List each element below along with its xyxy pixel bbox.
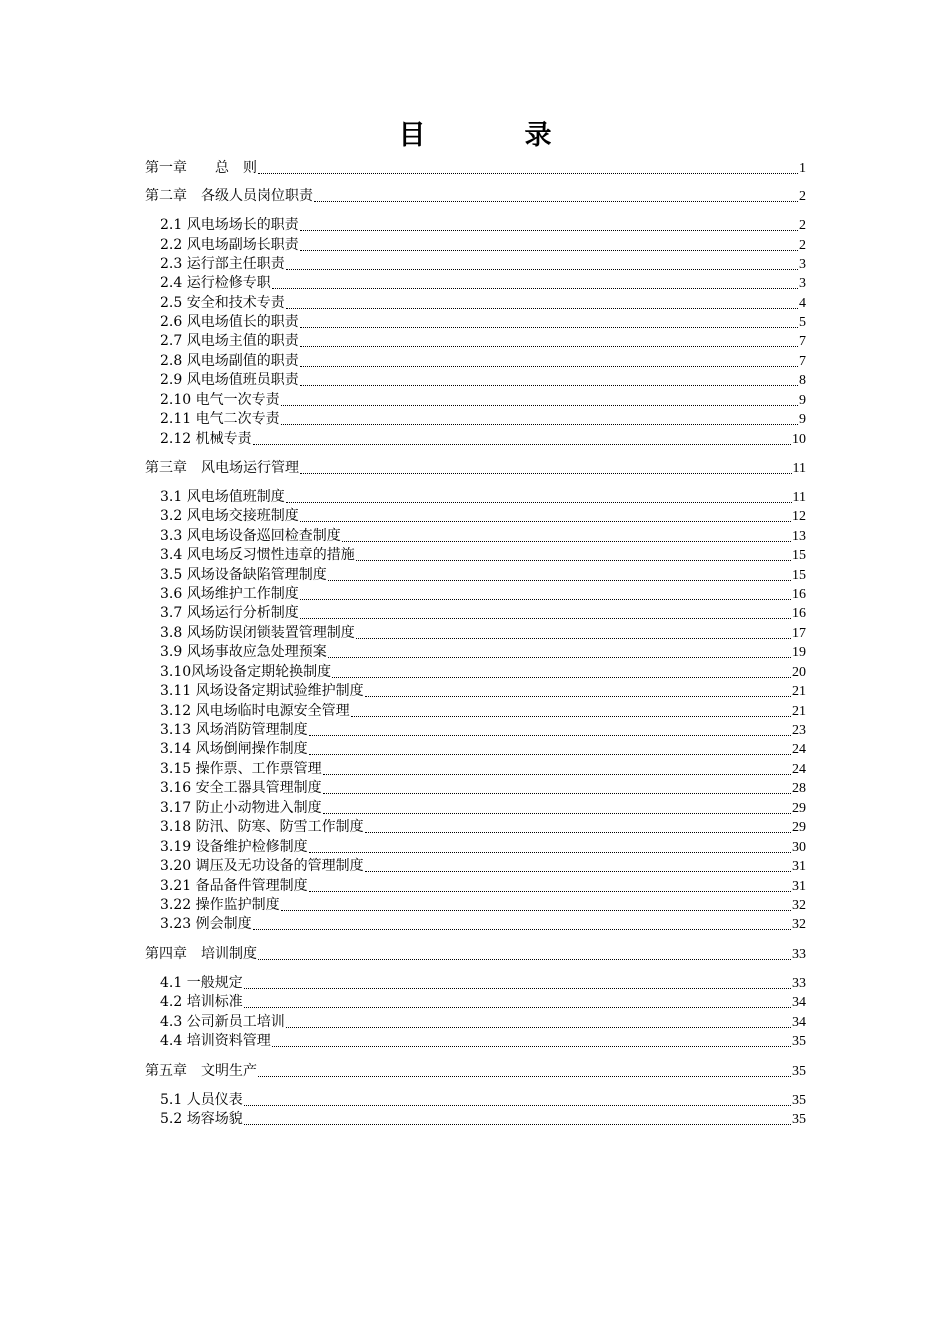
toc-page-number: 15 — [792, 548, 806, 563]
toc-section-entry[interactable] — [160, 585, 806, 604]
toc-page-number: 7 — [799, 334, 806, 349]
toc-section-entry[interactable] — [160, 721, 806, 740]
toc-section-entry[interactable] — [160, 313, 806, 332]
dot-leader — [286, 308, 798, 309]
toc-section-entry[interactable] — [160, 702, 806, 721]
toc-section-entry[interactable] — [160, 1013, 806, 1032]
toc-chapter-entry[interactable] — [145, 187, 806, 206]
toc-entry-label: 4.3 公司新员工培训 — [160, 1014, 285, 1030]
toc-page-number: 9 — [799, 412, 806, 427]
toc-entry-label: 3.4 风电场反习惯性违章的措施 — [160, 547, 355, 563]
dot-leader — [286, 1027, 791, 1028]
toc-entry-label: 3.6 风场维护工作制度 — [160, 586, 299, 602]
dot-leader — [300, 618, 791, 619]
toc-page-number: 32 — [792, 917, 806, 932]
toc-entry-label: 3.9 风场事故应急处理预案 — [160, 644, 327, 660]
toc-entry-label: 3.21 备品备件管理制度 — [160, 878, 308, 894]
toc-page-number: 9 — [799, 393, 806, 408]
dot-leader — [244, 988, 791, 989]
toc-page-number: 16 — [792, 587, 806, 602]
toc-section-entry[interactable] — [160, 255, 806, 274]
toc-page-number: 2 — [799, 238, 806, 253]
toc-entry-label: 3.16 安全工器具管理制度 — [160, 780, 322, 796]
toc-section-entry[interactable] — [160, 624, 806, 643]
toc-page-number: 31 — [792, 879, 806, 894]
toc-entry-label: 3.7 风场运行分析制度 — [160, 605, 299, 621]
toc-section-entry[interactable] — [160, 760, 806, 779]
dot-leader — [328, 657, 791, 658]
toc-page-number: 2 — [799, 218, 806, 233]
toc-chapter-entry[interactable] — [145, 459, 806, 478]
dot-leader — [332, 677, 791, 678]
toc-entry-label: 2.10 电气一次专责 — [160, 392, 280, 408]
dot-leader — [244, 1105, 791, 1106]
dot-leader — [365, 832, 791, 833]
toc-entry-label: 3.23 例会制度 — [160, 916, 252, 932]
toc-entry-label: 4.2 培训标准 — [160, 994, 243, 1010]
dot-leader — [253, 444, 791, 445]
toc-entry-label: 3.15 操作票、工作票管理 — [160, 761, 322, 777]
toc-entry-label: 3.2 风电场交接班制度 — [160, 508, 299, 524]
dot-leader — [272, 1046, 791, 1047]
dot-leader — [300, 599, 791, 600]
toc-chapter-entry[interactable] — [145, 159, 806, 178]
toc-page-number: 34 — [792, 995, 806, 1010]
toc-entry-label: 5.2 场容场貌 — [160, 1111, 243, 1127]
toc-entry-label: 3.20 调压及无功设备的管理制度 — [160, 858, 364, 874]
toc-section-entry[interactable] — [160, 236, 806, 255]
toc-page-number: 3 — [799, 257, 806, 272]
dot-leader — [323, 774, 791, 775]
toc-entry-label: 第三章 风电场运行管理 — [145, 460, 299, 476]
toc-page-number: 20 — [792, 665, 806, 680]
toc-entry-label: 2.11 电气二次专责 — [160, 411, 280, 427]
toc-page-number: 35 — [792, 1093, 806, 1108]
toc-section-entry[interactable] — [160, 799, 806, 818]
toc-section-entry[interactable] — [160, 643, 806, 662]
toc-section-entry[interactable] — [160, 857, 806, 876]
toc-entry-label: 4.1 一般规定 — [160, 975, 243, 991]
toc-page-number: 19 — [792, 645, 806, 660]
toc-entry-label: 3.1 风电场值班制度 — [160, 489, 285, 505]
toc-page-number: 3 — [799, 276, 806, 291]
dot-leader — [281, 405, 798, 406]
toc-page-number: 2 — [799, 189, 806, 204]
toc-entry-label: 2.3 运行部主任职责 — [160, 256, 285, 272]
toc-page-number: 28 — [792, 781, 806, 796]
toc-page-number: 16 — [792, 606, 806, 621]
toc-page-number: 35 — [792, 1034, 806, 1049]
toc-page-number: 12 — [792, 509, 806, 524]
toc-entry-label: 4.4 培训资料管理 — [160, 1033, 271, 1049]
toc-page-number: 21 — [792, 704, 806, 719]
dot-leader — [309, 891, 791, 892]
toc-section-entry[interactable] — [160, 546, 806, 565]
dot-leader — [300, 230, 798, 231]
dot-leader — [300, 346, 798, 347]
toc-page-number: 24 — [792, 742, 806, 757]
toc-section-entry[interactable] — [160, 915, 806, 934]
toc-page-number: 33 — [792, 976, 806, 991]
toc-page-number: 24 — [792, 762, 806, 777]
toc-section-entry[interactable] — [160, 352, 806, 371]
toc-page-number: 21 — [792, 684, 806, 699]
dot-leader — [342, 541, 791, 542]
toc-entry-label: 第五章 文明生产 — [145, 1063, 257, 1079]
toc-page-number: 33 — [792, 947, 806, 962]
toc-section-entry[interactable] — [160, 1032, 806, 1051]
toc-page-number: 15 — [792, 568, 806, 583]
dot-leader — [356, 638, 791, 639]
dot-leader — [253, 929, 791, 930]
toc-chapter-entry[interactable] — [145, 1062, 806, 1081]
toc-page-number: 35 — [792, 1064, 806, 1079]
dot-leader — [314, 201, 798, 202]
dot-leader — [323, 793, 791, 794]
toc-entry-label: 2.4 运行检修专职 — [160, 275, 271, 291]
page-title: 目 录 — [398, 120, 588, 151]
dot-leader — [309, 852, 791, 853]
dot-leader — [300, 521, 791, 522]
toc-chapter-entry[interactable] — [145, 945, 806, 964]
dot-leader — [281, 424, 798, 425]
toc-entry-label: 3.19 设备维护检修制度 — [160, 839, 308, 855]
toc-section-entry[interactable] — [160, 566, 806, 585]
toc-entry-label: 2.2 风电场副场长职责 — [160, 237, 299, 253]
toc-page-number: 29 — [792, 801, 806, 816]
toc-entry-label: 3.13 风场消防管理制度 — [160, 722, 308, 738]
toc-section-entry[interactable] — [160, 663, 806, 682]
toc-entry-label: 第一章 总 则 — [145, 160, 257, 176]
toc-entry-label: 5.1 人员仪表 — [160, 1092, 243, 1108]
toc-section-entry[interactable] — [160, 1110, 806, 1129]
toc-page-number: 29 — [792, 820, 806, 835]
toc-section-entry[interactable] — [160, 877, 806, 896]
toc-entry-label: 3.17 防止小动物进入制度 — [160, 800, 322, 816]
toc-page-number: 8 — [799, 373, 806, 388]
toc-section-entry[interactable] — [160, 527, 806, 546]
toc-section-entry[interactable] — [160, 488, 806, 507]
toc-entry-label: 第四章 培训制度 — [145, 946, 257, 962]
toc-entry-label: 2.8 风电场副值的职责 — [160, 353, 299, 369]
toc-section-entry[interactable] — [160, 604, 806, 623]
dot-leader — [286, 502, 792, 503]
dot-leader — [300, 473, 792, 474]
dot-leader — [286, 269, 798, 270]
toc-section-entry[interactable] — [160, 391, 806, 410]
dot-leader — [365, 696, 791, 697]
toc-entry-label: 2.1 风电场场长的职责 — [160, 217, 299, 233]
dot-leader — [244, 1007, 791, 1008]
toc-entry-label: 第二章 各级人员岗位职责 — [145, 188, 313, 204]
toc-section-entry[interactable] — [160, 507, 806, 526]
toc-page-number: 23 — [792, 723, 806, 738]
toc-page-number: 35 — [792, 1112, 806, 1127]
toc-entry-label: 3.10风场设备定期轮换制度 — [160, 664, 332, 680]
toc-page-number: 10 — [792, 432, 806, 447]
toc-page-number: 7 — [799, 354, 806, 369]
toc-page-number: 11 — [792, 461, 806, 476]
toc-page-number: 17 — [792, 626, 806, 641]
dot-leader — [300, 327, 798, 328]
dot-leader — [328, 580, 791, 581]
dot-leader — [323, 813, 791, 814]
toc-entry-label: 3.3 风电场设备巡回检查制度 — [160, 528, 341, 544]
dot-leader — [272, 288, 798, 289]
toc-page-number: 13 — [792, 529, 806, 544]
toc-page-number: 4 — [799, 296, 806, 311]
toc-entry-label: 2.9 风电场值班员职责 — [160, 372, 299, 388]
toc-section-entry[interactable] — [160, 896, 806, 915]
dot-leader — [309, 735, 791, 736]
toc-section-entry[interactable] — [160, 430, 806, 449]
toc-entry-label: 3.18 防汛、防寒、防雪工作制度 — [160, 819, 364, 835]
dot-leader — [281, 910, 791, 911]
toc-page-number: 31 — [792, 859, 806, 874]
toc-section-entry[interactable] — [160, 838, 806, 857]
toc-section-entry[interactable] — [160, 818, 806, 837]
toc-entry-label: 2.12 机械专责 — [160, 431, 252, 447]
toc-page-number: 30 — [792, 840, 806, 855]
dot-leader — [258, 173, 798, 174]
toc-page-number: 5 — [799, 315, 806, 330]
toc-entry-label: 2.6 风电场值长的职责 — [160, 314, 299, 330]
toc-section-entry[interactable] — [160, 216, 806, 235]
toc-entry-label: 3.12 风电场临时电源安全管理 — [160, 703, 350, 719]
dot-leader — [258, 1076, 791, 1077]
dot-leader — [300, 250, 798, 251]
toc-entry-label: 3.5 风场设备缺陷管理制度 — [160, 567, 327, 583]
toc-entry-label: 3.8 风场防误闭锁装置管理制度 — [160, 625, 355, 641]
toc-section-entry[interactable] — [160, 740, 806, 759]
dot-leader — [300, 385, 798, 386]
dot-leader — [365, 871, 791, 872]
dot-leader — [356, 560, 791, 561]
toc-section-entry[interactable] — [160, 332, 806, 351]
toc-section-entry[interactable] — [160, 779, 806, 798]
toc-entry-label: 3.11 风场设备定期试验维护制度 — [160, 683, 364, 699]
toc-page-number: 32 — [792, 898, 806, 913]
dot-leader — [258, 959, 791, 960]
dot-leader — [300, 366, 798, 367]
toc-page-number: 1 — [799, 161, 806, 176]
dot-leader — [244, 1124, 791, 1125]
toc-section-entry[interactable] — [160, 371, 806, 390]
toc-page-number: 11 — [792, 490, 806, 505]
toc-entry-label: 3.14 风场倒闸操作制度 — [160, 741, 308, 757]
toc-section-entry[interactable] — [160, 1091, 806, 1110]
toc-section-entry[interactable] — [160, 294, 806, 313]
dot-leader — [351, 716, 791, 717]
toc-entry-label: 2.7 风电场主值的职责 — [160, 333, 299, 349]
toc-page-number: 34 — [792, 1015, 806, 1030]
toc-section-entry[interactable] — [160, 274, 806, 293]
dot-leader — [309, 754, 791, 755]
toc-section-entry[interactable] — [160, 682, 806, 701]
toc-section-entry[interactable] — [160, 974, 806, 993]
toc-entry-label: 3.22 操作监护制度 — [160, 897, 280, 913]
toc-section-entry[interactable] — [160, 993, 806, 1012]
toc-entry-label: 2.5 安全和技术专责 — [160, 295, 285, 311]
toc-section-entry[interactable] — [160, 410, 806, 429]
